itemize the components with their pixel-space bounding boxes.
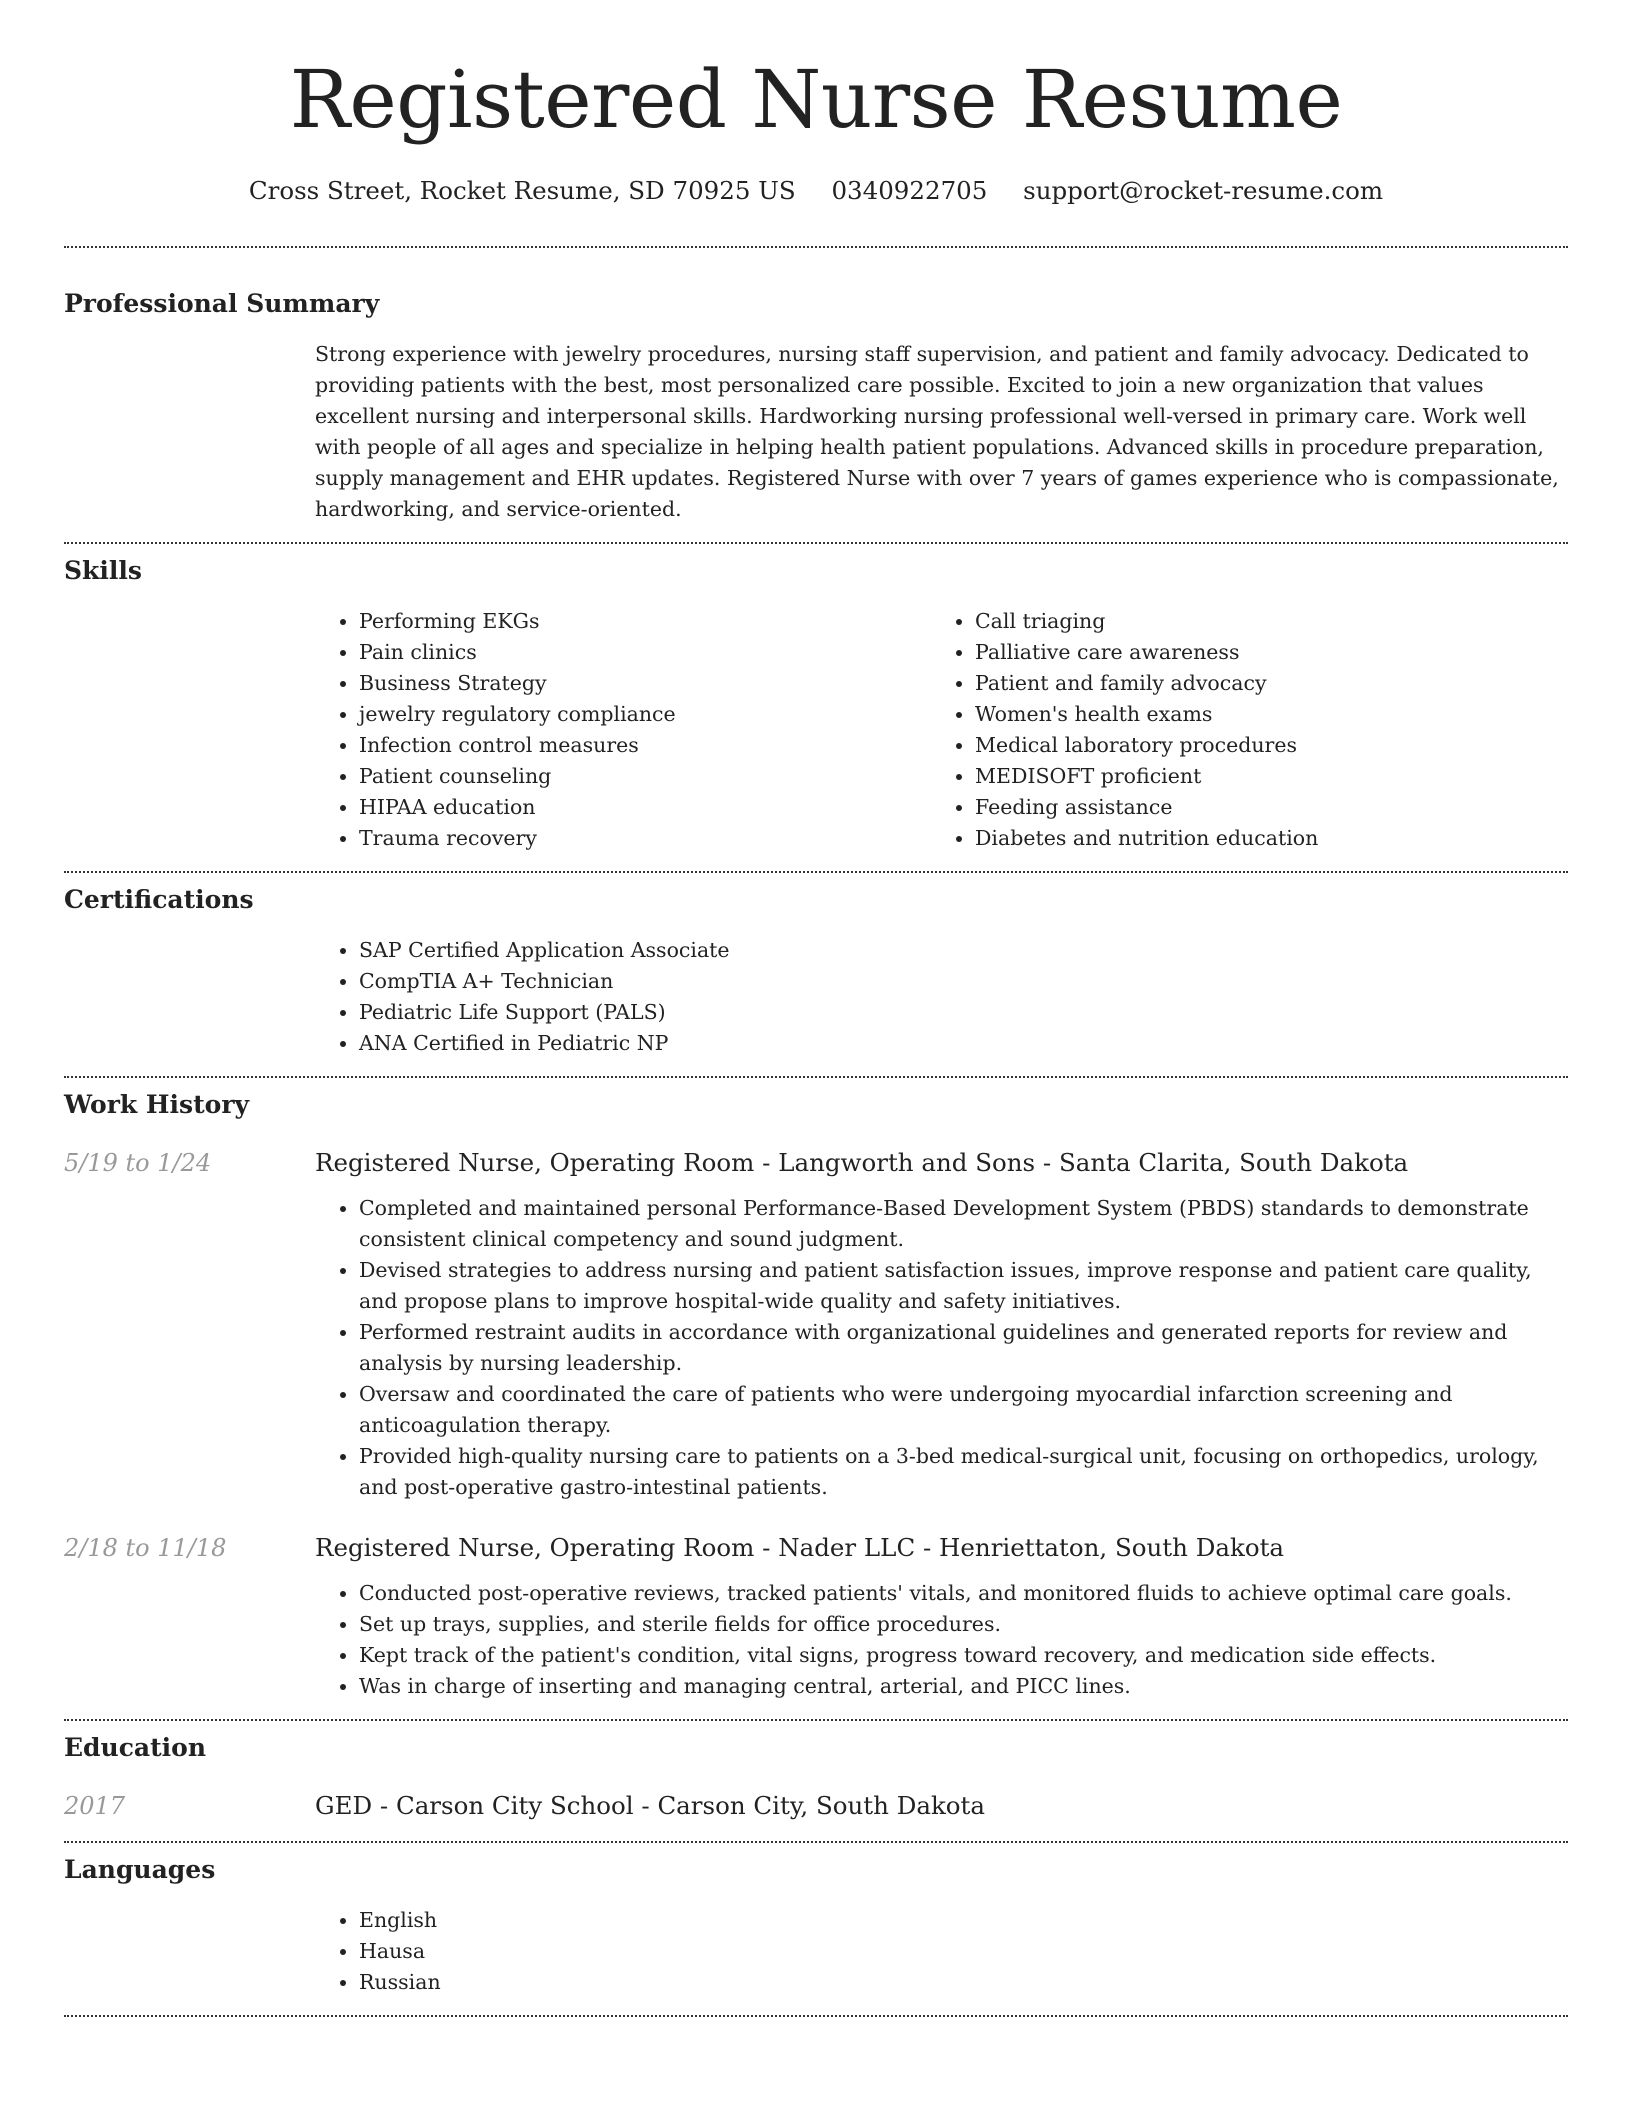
list-item: • Trauma recovery (359, 823, 931, 854)
job-title: Registered Nurse, Operating Room - Nader LLC - Henriettaton, South Dakota (315, 1533, 1285, 1562)
list-item: • Patient and family advocacy (975, 668, 1547, 699)
list-item: • Russian (359, 1967, 1568, 1998)
resume-title: Registered Nurse Resume (289, 53, 1343, 146)
list-item: • HIPAA education (359, 792, 931, 823)
list-item: • Feeding assistance (975, 792, 1547, 823)
summary-text: Strong experience with jewelry procedures, nursing staff supervision, and patient and family advocacy. Dedicated to providing patients with the best, most personalized care possible. Excited to join a new organization that values excellent nursing and interpersonal skills. Hardworking nursing professional well-versed in primary care. Work well with people of all ages and specialize in helping health patient populations. Advanced skills in procedure preparation, supply management and EHR updates. Registered Nurse with over 7 years of games experience who is compassionate, hardworking, and service-oriented. (315, 342, 1559, 521)
skills-section (64, 544, 1568, 854)
list-item: • Conducted post-operative reviews, tracked patients' vitals, and monitored fluids to achieve optimal care goals. (359, 1578, 1568, 1609)
list-item: • jewelry regulatory compliance (359, 699, 931, 730)
certifications-heading: Certifications (64, 885, 254, 914)
divider (64, 2015, 1568, 2017)
list-item: • Oversaw and coordinated the care of patients who were undergoing myocardial infarction screening and anticoagulation therapy. (359, 1379, 1568, 1441)
list-item: • Pain clinics (359, 637, 931, 668)
list-item: • Hausa (359, 1936, 1568, 1967)
contact-address: Cross Street, Rocket Resume, SD 70925 US (248, 176, 796, 205)
job-bullets (315, 1578, 1568, 1702)
list-item: • Performing EKGs (359, 606, 931, 637)
list-item: • Pediatric Life Support (PALS) (359, 997, 1568, 1028)
job-dates: 5/19 to 1/24 (64, 1149, 212, 1177)
resume-page (64, 0, 1568, 2017)
list-item: • Medical laboratory procedures (975, 730, 1547, 761)
list-item: • MEDISOFT proficient (975, 761, 1547, 792)
list-item: • Diabetes and nutrition education (975, 823, 1547, 854)
list-item: • Provided high-quality nursing care to patients on a 3-bed medical-surgical unit, focusing on orthopedics, urology, and post-operative gastro-intestinal patients. (359, 1441, 1568, 1503)
certifications-list (315, 935, 1568, 1059)
skills-list-left (315, 606, 931, 854)
list-item: • ANA Certified in Pediatric NP (359, 1028, 1568, 1059)
list-item: • Patient counseling (359, 761, 931, 792)
list-item: • English (359, 1905, 1568, 1936)
skills-heading: Skills (64, 556, 142, 585)
education-section (64, 1721, 1568, 1823)
list-item: • Kept track of the patient's condition, vital signs, progress toward recovery, and medication side effects. (359, 1640, 1568, 1671)
contact-line (64, 174, 1568, 208)
list-item: • SAP Certified Application Associate (359, 935, 1568, 966)
work-history-heading: Work History (64, 1090, 250, 1119)
list-item: • Call triaging (975, 606, 1547, 637)
job-dates: 2/18 to 11/18 (64, 1534, 227, 1562)
list-item: • Completed and maintained personal Performance-Based Development System (PBDS) standards to demonstrate consistent clinical competency and sound judgment. (359, 1193, 1568, 1255)
skills-list-right (931, 606, 1547, 854)
education-entry: GED - Carson City School - Carson City, South Dakota (315, 1791, 986, 1820)
list-item: • Palliative care awareness (975, 637, 1547, 668)
work-history-section (64, 1078, 1568, 1702)
contact-phone: 0340922705 (831, 176, 988, 205)
list-item: • Infection control measures (359, 730, 931, 761)
education-heading: Education (64, 1733, 207, 1762)
certifications-section (64, 873, 1568, 1059)
languages-heading: Languages (64, 1855, 216, 1884)
list-item: • Business Strategy (359, 668, 931, 699)
job-entry (64, 1146, 1568, 1503)
summary-section (64, 248, 1568, 525)
languages-section (64, 1843, 1568, 1998)
list-item: • Women's health exams (975, 699, 1547, 730)
list-item: • Devised strategies to address nursing and patient satisfaction issues, improve response and patient care quality, and propose plans to improve hospital-wide quality and safety initiatives. (359, 1255, 1568, 1317)
list-item: • Performed restraint audits in accordance with organizational guidelines and generated reports for review and analysis by nursing leadership. (359, 1317, 1568, 1379)
list-item: • Set up trays, supplies, and sterile fields for office procedures. (359, 1609, 1568, 1640)
list-item: • Was in charge of inserting and managing central, arterial, and PICC lines. (359, 1671, 1568, 1702)
contact-email: support@rocket-resume.com (1023, 176, 1384, 205)
list-item: • CompTIA A+ Technician (359, 966, 1568, 997)
job-entry (64, 1531, 1568, 1702)
skills-columns (315, 606, 1568, 854)
job-bullets (315, 1193, 1568, 1503)
summary-heading: Professional Summary (64, 289, 380, 318)
job-title: Registered Nurse, Operating Room - Langworth and Sons - Santa Clarita, South Dakota (315, 1148, 1409, 1177)
education-year: 2017 (64, 1792, 126, 1820)
languages-list (315, 1905, 1568, 1998)
